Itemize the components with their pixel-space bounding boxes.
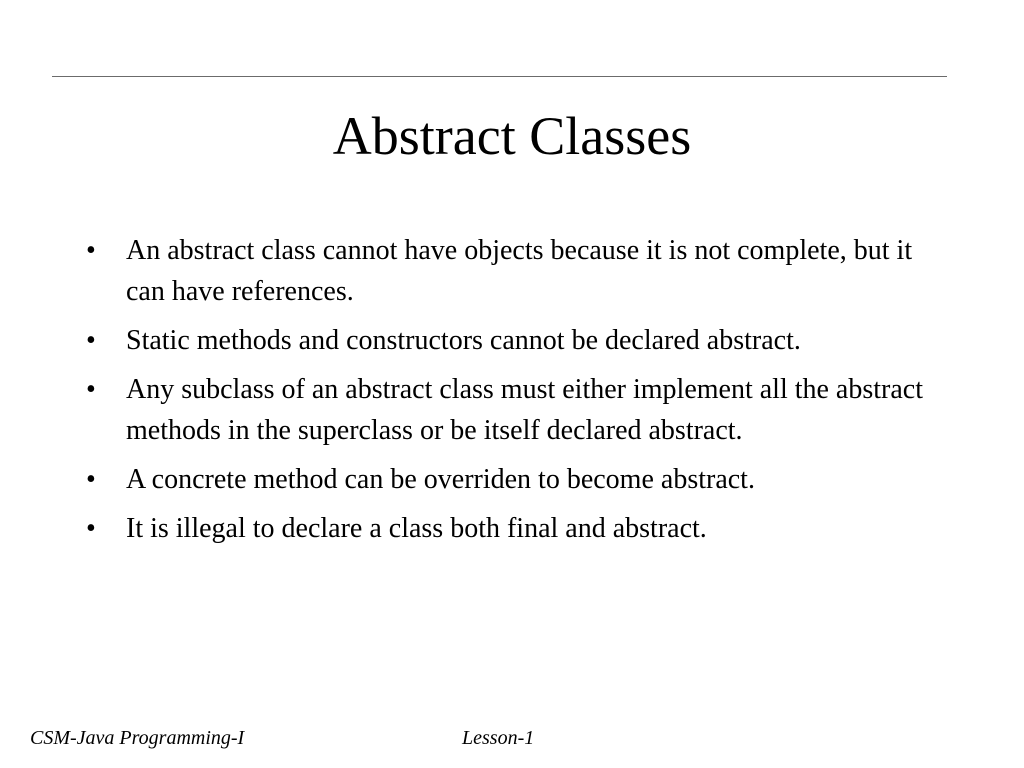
bullet-icon: • bbox=[86, 235, 96, 266]
bullet-text: It is illegal to declare a class both final and abstract. bbox=[126, 513, 707, 544]
bullet-item bbox=[86, 230, 956, 312]
top-divider bbox=[52, 76, 947, 77]
bullet-item bbox=[86, 369, 956, 451]
bullet-icon: • bbox=[86, 513, 96, 544]
bullet-item bbox=[86, 320, 956, 361]
bullet-list bbox=[86, 230, 956, 557]
bullet-text: Static methods and constructors cannot be declared abstract. bbox=[126, 325, 801, 356]
slide-title: Abstract Classes bbox=[332, 106, 692, 166]
bullet-icon: • bbox=[86, 374, 96, 405]
footer-lesson: Lesson-1 bbox=[462, 727, 535, 749]
bullet-icon: • bbox=[86, 325, 96, 356]
bullet-item bbox=[86, 508, 956, 549]
bullet-text: An abstract class cannot have objects because it is not complete, but it can have references. bbox=[126, 235, 913, 307]
bullet-text: Any subclass of an abstract class must either implement all the abstract methods in the superclass or be itself declared abstract. bbox=[126, 374, 923, 446]
bullet-item bbox=[86, 459, 956, 500]
bullet-icon: • bbox=[86, 464, 96, 495]
bullet-text: A concrete method can be overriden to become abstract. bbox=[126, 464, 755, 495]
footer-course-name: CSM-Java Programming-I bbox=[30, 727, 245, 749]
